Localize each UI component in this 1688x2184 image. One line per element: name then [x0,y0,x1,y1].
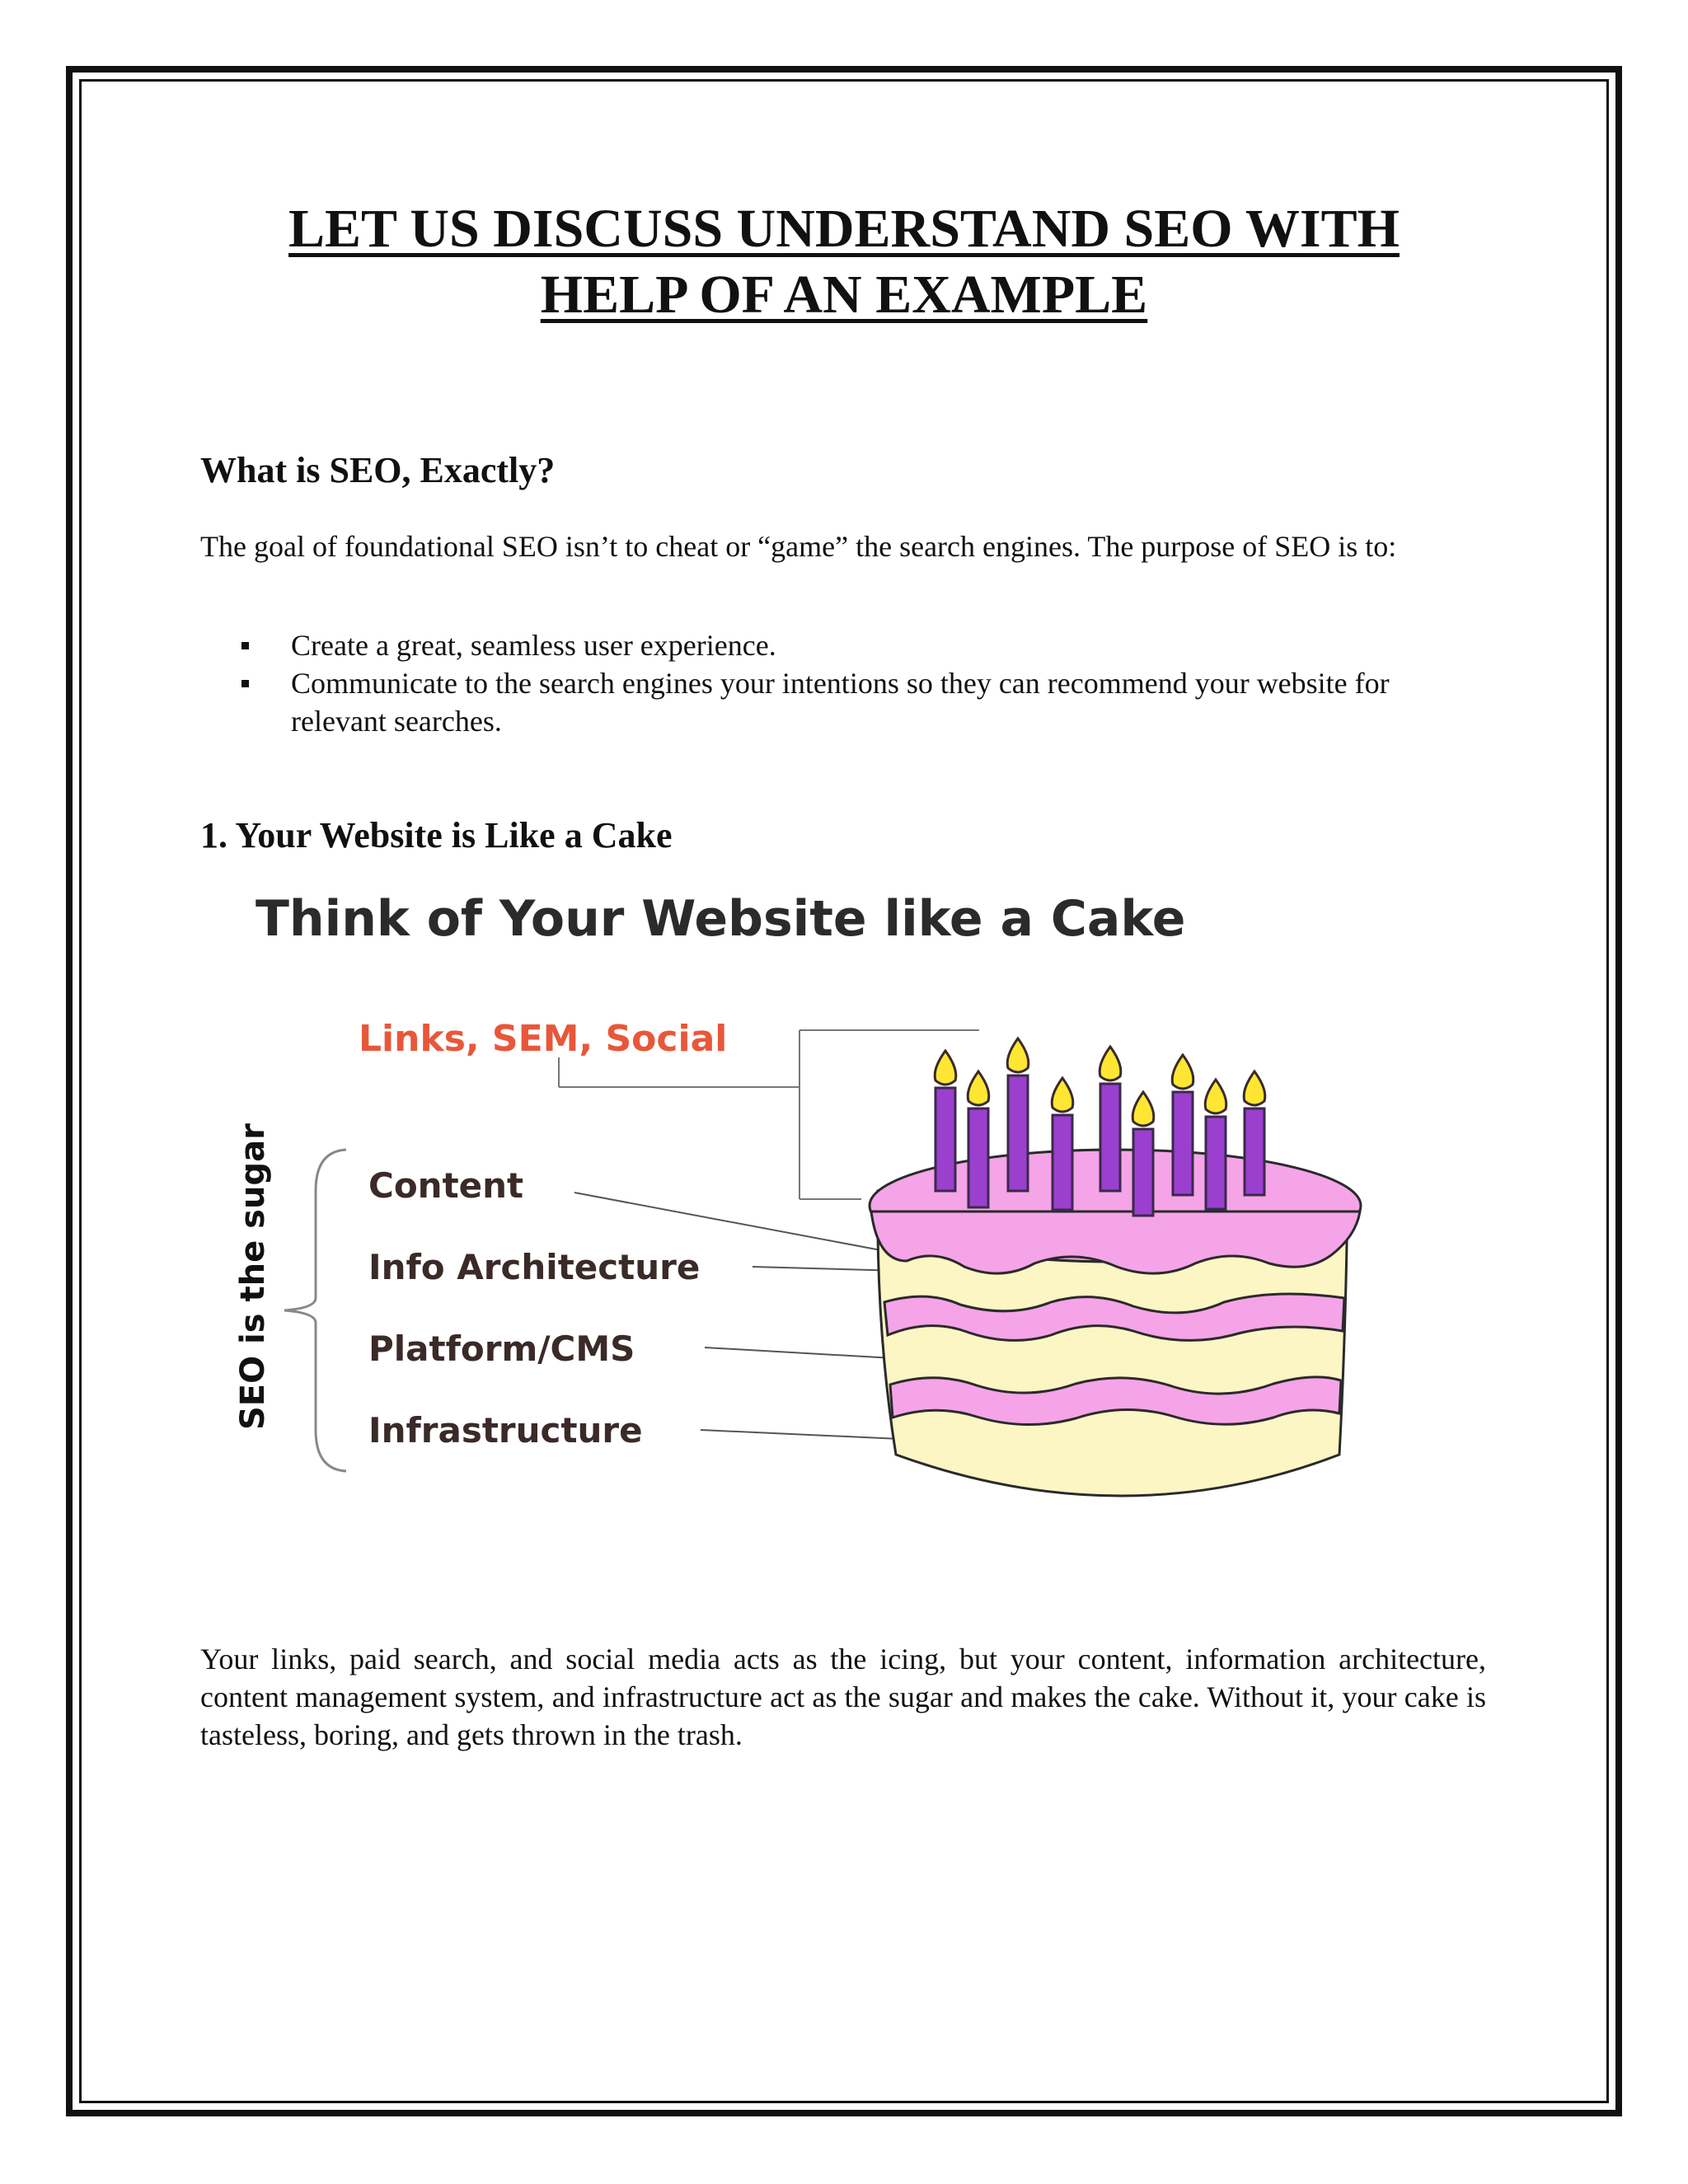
page-title-line-1: LET US DISCUSS UNDERSTAND SEO WITH [288,199,1400,259]
candle [1100,1084,1120,1191]
figure-title: Think of Your Website like a Cake [256,890,1186,948]
bullet-text: Communicate to the search engines your intentions so they can recommend your website for relevant searches. [291,667,1390,738]
flame-icon [1007,1038,1029,1072]
layer-label-infrastructure: Infrastructure [368,1410,643,1451]
candle [1206,1117,1226,1209]
candle [1053,1115,1072,1210]
bullet-square-icon [241,680,249,687]
flame-icon [935,1051,956,1085]
icing-label: Links, SEM, Social [359,1018,728,1060]
flame-icon [1132,1092,1154,1126]
candle [1245,1108,1264,1195]
page-title [165,196,1523,328]
flame-icon [1052,1078,1073,1112]
cake-explanation-paragraph: Your links, paid search, and social media acts as the icing, but your content, information architecture, content management system, and infrastructure act as the sugar and makes the cake. Without it, your cake is tasteless, boring, and gets thrown in the trash. [200,1643,1486,1751]
flame-icon [968,1071,989,1105]
bullet-text: Create a great, seamless user experience. [291,629,776,662]
flame-icon [1244,1071,1265,1105]
layer-label-platform-cms: Platform/CMS [368,1329,635,1369]
candle [935,1088,955,1191]
flame-icon [1100,1047,1121,1080]
section-heading-what-is-seo: What is SEO, Exactly? [200,450,556,490]
candle [1173,1092,1193,1195]
layer-label-info-architecture: Info Architecture [368,1247,701,1287]
candle [968,1108,988,1207]
flame-icon [1172,1055,1193,1089]
purpose-bullet-list [200,626,1486,740]
section-heading-cake: 1. Your Website is Like a Cake [200,815,673,855]
intro-paragraph: The goal of foundational SEO isn’t to cheat or “game” the search engines. The purpose of SEO is to: [200,530,1397,563]
seo-brace-icon [284,1150,346,1471]
candle [1008,1076,1028,1191]
cake-illustration [870,1150,1361,1496]
bullet-item [200,626,1486,664]
cake-infographic [218,886,1471,1562]
bullet-item [200,664,1486,740]
layer-label-content: Content [368,1165,524,1206]
seo-sugar-label: SEO is the sugar [234,1123,272,1430]
bullet-square-icon [241,642,249,649]
candle [1133,1129,1153,1216]
page-title-line-2: HELP OF AN EXAMPLE [540,265,1148,325]
flame-icon [1205,1080,1226,1113]
